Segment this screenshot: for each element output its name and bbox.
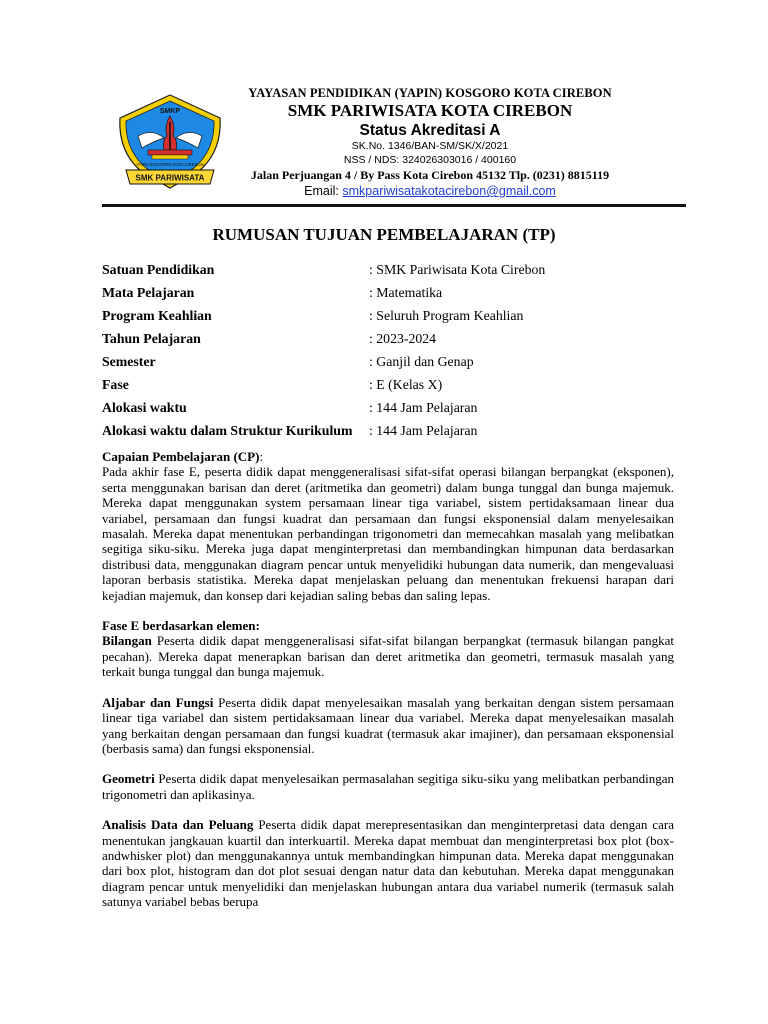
- element-name: Bilangan: [102, 633, 152, 649]
- document-body: [102, 449, 674, 910]
- accreditation-status: Status Akreditasi A: [359, 122, 501, 139]
- info-label: Tahun Pelajaran: [102, 330, 201, 346]
- info-row: [102, 304, 682, 327]
- element-paragraph: [102, 771, 674, 802]
- cp-heading-label: Capaian Pembelajaran (CP): [102, 449, 260, 464]
- info-row: [102, 419, 682, 442]
- info-label: Program Keahlian: [102, 307, 212, 323]
- document-title: RUMUSAN TUJUAN PEMBELAJARAN (TP): [212, 225, 556, 244]
- info-label: Mata Pelajaran: [102, 284, 195, 300]
- svg-text:SMKP: SMKP: [159, 108, 181, 115]
- info-row: [102, 281, 682, 304]
- letterhead-divider: [102, 204, 686, 207]
- fase-heading: Fase E berdasarkan elemen:: [102, 618, 260, 634]
- element-name: Analisis Data dan Peluang: [102, 817, 254, 833]
- cp-paragraph: Pada akhir fase E, peserta didik dapat menggeneralisasi sifat-sifat operasi bilangan berpangkat (eksponen), serta menggunakan barisan dan deret (aritmetika dan geometri) dalam bunga tunggal dan bunga majemuk. Mereka dapat menggunakan system persamaan linear tiga variabel, sistem pertidaksamaan linear dua variabel, persamaan dan fungsi kuadrat dan persamaan dan fungsi eksponensial dalam menyelesaikan masalah. Mereka dapat menentukan perbandingan trigonometri dan memecahkan masalah yang melibatkan segitiga siku-siku. Mereka juga dapat menginterpretasi dan membandingkan himpunan data berdasarkan distribusi data, menggunakan diagram pencar untuk menyelidiki hubungan data numerik, dan mengevaluasi laporan berbasis statistika. Mereka dapat menjelaskan peluang dan menentukan frekuensi harapan dari kejadian majemuk, dan konsep dari kejadian saling bebas dan saling lepas.: [102, 464, 674, 603]
- sk-number: SK.No. 1346/BAN-SM/SK/X/2021: [351, 140, 509, 152]
- svg-text:YAPIN KOSGORO KOTA CIREBON: YAPIN KOSGORO KOTA CIREBON: [136, 162, 204, 167]
- element-text: Peserta didik dapat merepresentasikan dan menginterpretasi data dengan cara menentukan jangkauan kuartil dan interkuartil. Mereka dapat membuat dan menginterpretasi box plot (box-andwhisker plot) dan menggunakannya untuk membandingkan himpunan data. Mereka dapat menggunakan dari box plot, histogram dan dot plot sesuai dengan natur data dan kebutuhan. Mereka dapat menggunakan diagram pencar untuk menyelidiki dan menjelaskan hubungan antara dua variabel numerik (termasuk salah satunya variabel bebas berupa: [102, 817, 674, 910]
- svg-text:SMK PARIWISATA: SMK PARIWISATA: [135, 173, 205, 183]
- info-row: [102, 327, 682, 350]
- info-row: [102, 373, 682, 396]
- foundation-name: YAYASAN PENDIDIKAN (YAPIN) KOSGORO KOTA CIREBON: [248, 86, 612, 100]
- element-text: Peserta didik dapat menyelesaikan permasalahan segitiga siku-siku yang melibatkan perbandingan trigonometri dan aplikasinya.: [102, 771, 674, 802]
- info-label: Fase: [102, 376, 129, 392]
- element-name: Geometri: [102, 771, 155, 787]
- identity-table: [102, 258, 682, 442]
- info-row: [102, 350, 682, 373]
- element-paragraph: [102, 817, 674, 909]
- element-name: Aljabar dan Fungsi: [102, 694, 214, 710]
- nss-npsn: NSS / NDS: 324026303016 / 400160: [343, 153, 517, 166]
- info-label: Alokasi waktu dalam Struktur Kurikulum: [102, 422, 353, 438]
- school-emblem-icon: [112, 92, 228, 192]
- info-value: : 144 Jam Pelajaran: [369, 422, 478, 438]
- info-label: Satuan Pendidikan: [102, 261, 215, 277]
- info-value: : SMK Pariwisata Kota Cirebon: [369, 261, 546, 277]
- cp-heading: [102, 449, 674, 464]
- cp-heading-colon: :: [259, 449, 264, 464]
- letterhead: [0, 0, 768, 210]
- info-label: Semester: [102, 353, 156, 369]
- letterhead-text: [232, 86, 628, 199]
- info-row: [102, 258, 682, 281]
- info-value: : Ganjil dan Genap: [369, 353, 474, 369]
- info-row: [102, 396, 682, 419]
- info-value: : E (Kelas X): [369, 376, 443, 392]
- element-paragraph: [102, 633, 674, 679]
- info-value: : Seluruh Program Keahlian: [369, 307, 524, 323]
- info-label: Alokasi waktu: [102, 399, 187, 415]
- email-label: Email:: [304, 184, 339, 198]
- school-address: Jalan Perjuangan 4 / By Pass Kota Cirebon 45132 Tlp. (0231) 8815119: [250, 168, 610, 182]
- email-link[interactable]: smkpariwisatakotacirebon@gmail.com: [342, 184, 556, 198]
- school-name: SMK PARIWISATA KOTA CIREBON: [287, 101, 573, 120]
- info-value: : Matematika: [369, 284, 443, 300]
- element-paragraph: [102, 695, 674, 757]
- email-line: [232, 183, 628, 199]
- info-value: : 144 Jam Pelajaran: [369, 399, 478, 415]
- element-text: Peserta didik dapat menyelesaikan masalah yang berkaitan dengan sistem persamaan linear tiga variabel dan sistem pertidaksamaan linear dua variabel. Mereka dapat menyelesaikan masalah yang berkaitan dengan persamaan dan fungsi kuadrat (termasuk akar imajiner), dan persamaan eksponensial (berbasis sama) dan fungsi eksponensial.: [102, 694, 674, 756]
- element-text: Peserta didik dapat menggeneralisasi sifat-sifat bilangan berpangkat (termasuk bilangan pangkat pecahan). Mereka dapat menerapkan barisan dan deret aritmetika dan geometri, termasuk masalah yang terkait bunga tunggal dan bunga majemuk.: [102, 633, 674, 680]
- info-value: : 2023-2024: [369, 330, 437, 346]
